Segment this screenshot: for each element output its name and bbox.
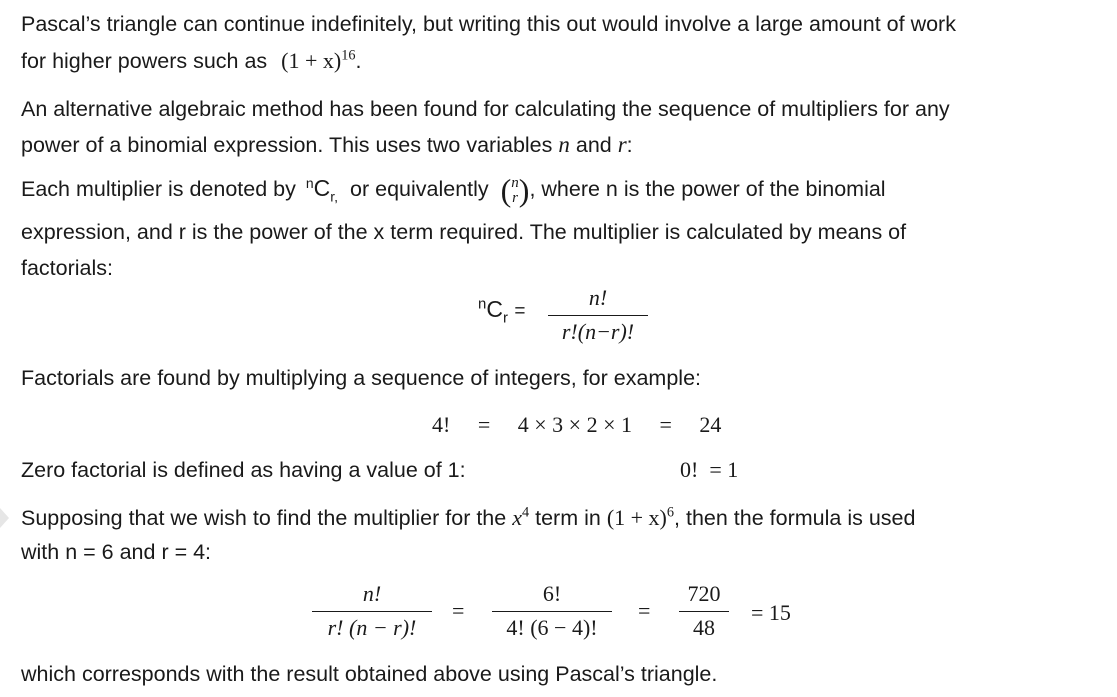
formula-2-f1-bar <box>312 611 432 612</box>
formula-1-lhs <box>478 295 526 327</box>
formula-1-sub-r: r <box>502 309 508 327</box>
formula-2-f1-denominator: r! (n − r)! <box>327 615 417 640</box>
paragraph-1-line-2-text: for higher powers such as <box>21 49 268 73</box>
term-x: x <box>512 505 522 530</box>
ncr-sub-r: r, <box>330 188 339 205</box>
formula-2-f3-denominator: 48 <box>693 615 715 640</box>
binomial-top: n <box>511 174 519 191</box>
binomial-6-exponent: 6 <box>666 504 675 521</box>
paragraph-2-line-1: An alternative algebraic method has been found for calculating the sequence of multipliers for any <box>21 97 950 121</box>
binomial-base: (1 + x) <box>281 48 342 73</box>
formula-2-fraction-2 <box>492 580 612 642</box>
formula-1-denominator: r!(n−r)! <box>561 319 635 344</box>
formula-2-f1-numerator: n! <box>362 581 382 606</box>
ncr-c: C <box>313 175 331 202</box>
formula-2-fraction-1 <box>312 580 432 642</box>
zero-factorial: 0! = 1 <box>680 457 739 482</box>
binomial-bottom: r <box>512 189 518 206</box>
right-paren: ) <box>518 172 530 208</box>
term-exponent: 4 <box>521 504 530 521</box>
formula-2-eq-2: = <box>638 598 651 623</box>
and-word: and <box>575 133 612 157</box>
left-edge-marker <box>0 508 9 528</box>
term-in-text: term in <box>535 506 601 530</box>
ncr-notation <box>305 175 339 205</box>
factorial-example <box>432 412 721 438</box>
formula-2-f3-bar <box>679 611 729 612</box>
formula-2-eq-1: = <box>452 598 465 623</box>
example-eq-2: = <box>659 412 672 437</box>
period: . <box>355 49 362 73</box>
formula-1-c: C <box>486 296 503 322</box>
binomial-coefficient <box>501 172 530 209</box>
ncr-sup-n: n <box>305 175 314 192</box>
paragraph-6-line-1 <box>21 505 915 531</box>
paragraph-3-line-2: expression, and r is the power of the x term required. The multiplier is calculated by means of <box>21 220 907 244</box>
binomial-power-6 <box>607 505 674 530</box>
paragraph-6-suffix: , then the formula is used <box>674 506 916 530</box>
formula-1-fraction <box>548 284 648 346</box>
binomial-power-16 <box>281 48 355 73</box>
paragraph-5: Zero factorial is defined as having a value of 1: <box>21 458 466 482</box>
paragraph-2-line-2 <box>21 132 633 158</box>
example-result: 24 <box>699 412 722 437</box>
paragraph-4: Factorials are found by multiplying a sequence of integers, for example: <box>21 366 702 390</box>
formula-2-f3-numerator: 720 <box>687 581 721 606</box>
binomial-exponent: 16 <box>341 47 356 64</box>
paragraph-3-text: Each multiplier is denoted by <box>21 177 296 202</box>
formula-1-equals: = <box>514 301 526 322</box>
colon: : <box>626 133 633 157</box>
or-equivalently-text: or equivalently <box>350 177 489 202</box>
formula-1-sup-n: n <box>478 295 487 313</box>
left-paren: ( <box>500 172 512 208</box>
formula-2-result: = 15 <box>751 600 791 625</box>
paragraph-7: which corresponds with the result obtained above using Pascal’s triangle. <box>21 662 718 686</box>
variable-n: n <box>558 132 570 157</box>
formula-2-f2-numerator: 6! <box>542 581 562 606</box>
formula-1-numerator: n! <box>588 285 608 310</box>
paragraph-6-line-2: with n = 6 and r = 4: <box>21 540 212 564</box>
example-product: 4 × 3 × 2 × 1 <box>517 412 632 437</box>
formula-2-f2-bar <box>492 611 612 612</box>
paragraph-3-line-1 <box>21 172 886 209</box>
formula-1-bar <box>548 315 648 316</box>
binomial-6-base: (1 + x) <box>606 505 667 530</box>
example-lhs: 4! <box>432 412 451 437</box>
binomial-stack <box>511 176 519 206</box>
paragraph-3-line-3: factorials: <box>21 256 114 280</box>
paragraph-1-line-2 <box>21 48 362 74</box>
paragraph-2-text: power of a binomial expression. This uses two variables <box>21 133 553 157</box>
variable-r: r <box>617 132 627 157</box>
paragraph-3-suffix: , where n is the power of the binomial <box>529 177 886 202</box>
paragraph-1-line-1: Pascal’s triangle can continue indefinitely, but writing this out would involve a large amount of work <box>21 12 956 36</box>
example-eq-1: = <box>477 412 491 437</box>
paragraph-6-text: Supposing that we wish to find the multiplier for the <box>21 506 507 530</box>
formula-2-fraction-3 <box>679 580 729 642</box>
formula-2-f2-denominator: 4! (6 − 4)! <box>506 615 598 640</box>
